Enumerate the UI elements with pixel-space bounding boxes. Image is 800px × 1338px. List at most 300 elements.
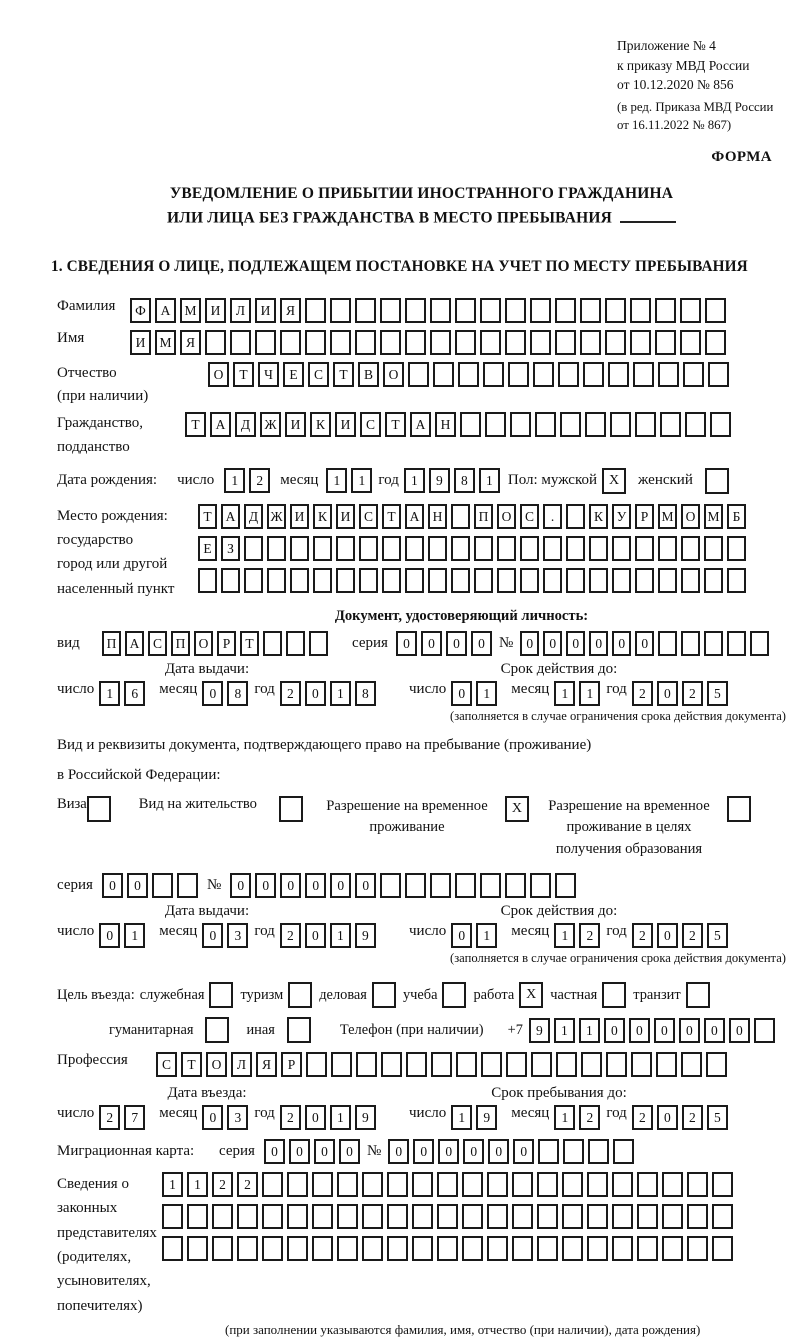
char-cell[interactable]: 0 (230, 873, 251, 898)
char-cell[interactable]: 0 (520, 631, 539, 656)
char-cell[interactable] (537, 1172, 558, 1197)
char-cell[interactable]: С (148, 631, 167, 656)
char-cell[interactable]: 2 (280, 681, 301, 706)
char-cell[interactable]: 1 (554, 923, 575, 948)
phone-input[interactable] (529, 1018, 775, 1043)
char-cell[interactable] (412, 1172, 433, 1197)
char-cell[interactable] (560, 412, 581, 437)
char-cell[interactable] (405, 873, 426, 898)
char-cell[interactable] (487, 1204, 508, 1229)
char-cell[interactable]: О (208, 362, 229, 387)
char-cell[interactable]: 0 (202, 681, 223, 706)
char-cell[interactable]: 0 (635, 631, 654, 656)
char-cell[interactable]: 0 (488, 1139, 509, 1164)
char-cell[interactable]: 0 (127, 873, 148, 898)
char-cell[interactable]: 0 (589, 631, 608, 656)
sex-male-checkbox[interactable]: X (602, 468, 626, 494)
char-cell[interactable] (656, 1052, 677, 1077)
char-cell[interactable]: Л (231, 1052, 252, 1077)
char-cell[interactable] (512, 1236, 533, 1261)
char-cell[interactable] (337, 1204, 358, 1229)
char-cell[interactable]: А (210, 412, 231, 437)
char-cell[interactable] (581, 1052, 602, 1077)
char-cell[interactable]: 0 (396, 631, 417, 656)
char-cell[interactable] (630, 330, 651, 355)
char-cell[interactable] (362, 1204, 383, 1229)
char-cell[interactable] (706, 1052, 727, 1077)
char-cell[interactable] (558, 362, 579, 387)
purpose-official-checkbox[interactable] (209, 982, 233, 1008)
char-cell[interactable] (605, 298, 626, 323)
char-cell[interactable]: 0 (604, 1018, 625, 1043)
char-cell[interactable] (660, 412, 681, 437)
char-cell[interactable] (505, 873, 526, 898)
purpose-transit-checkbox[interactable] (686, 982, 710, 1008)
char-cell[interactable]: 9 (429, 468, 450, 493)
char-cell[interactable]: 9 (476, 1105, 497, 1130)
char-cell[interactable]: С (520, 504, 539, 529)
char-cell[interactable] (635, 412, 656, 437)
char-cell[interactable]: Ч (258, 362, 279, 387)
char-cell[interactable]: 0 (566, 631, 585, 656)
char-cell[interactable]: Д (235, 412, 256, 437)
char-cell[interactable] (336, 568, 355, 593)
char-cell[interactable] (505, 298, 526, 323)
entry-year-input[interactable] (280, 1105, 376, 1130)
char-cell[interactable] (187, 1236, 208, 1261)
char-cell[interactable]: 1 (162, 1172, 183, 1197)
char-cell[interactable] (312, 1236, 333, 1261)
purpose-tourism-checkbox[interactable] (288, 982, 312, 1008)
doc-issue-day-input[interactable] (99, 681, 145, 706)
char-cell[interactable] (658, 568, 677, 593)
char-cell[interactable]: Е (198, 536, 217, 561)
char-cell[interactable] (380, 330, 401, 355)
char-cell[interactable] (587, 1204, 608, 1229)
char-cell[interactable]: 0 (471, 631, 492, 656)
char-cell[interactable]: 0 (339, 1139, 360, 1164)
char-cell[interactable]: 1 (476, 923, 497, 948)
char-cell[interactable]: 0 (446, 631, 467, 656)
char-cell[interactable]: И (205, 298, 226, 323)
char-cell[interactable]: 8 (355, 681, 376, 706)
char-cell[interactable]: 1 (479, 468, 500, 493)
char-cell[interactable] (462, 1204, 483, 1229)
char-cell[interactable]: П (102, 631, 121, 656)
char-cell[interactable] (705, 330, 726, 355)
entry-day-input[interactable] (99, 1105, 145, 1130)
birth-place-line1-input[interactable] (198, 504, 746, 529)
birth-day-input[interactable] (224, 468, 270, 493)
char-cell[interactable]: 1 (351, 468, 372, 493)
char-cell[interactable]: Т (198, 504, 217, 529)
char-cell[interactable] (462, 1236, 483, 1261)
stay-day-input[interactable] (451, 1105, 497, 1130)
char-cell[interactable]: И (290, 504, 309, 529)
char-cell[interactable] (483, 362, 504, 387)
stay-month-input[interactable] (554, 1105, 600, 1130)
char-cell[interactable] (433, 362, 454, 387)
purpose-other-checkbox[interactable] (287, 1017, 311, 1043)
char-cell[interactable] (687, 1204, 708, 1229)
stay-year-input[interactable] (632, 1105, 728, 1130)
char-cell[interactable] (355, 298, 376, 323)
char-cell[interactable] (437, 1236, 458, 1261)
char-cell[interactable] (387, 1236, 408, 1261)
char-cell[interactable] (704, 536, 723, 561)
char-cell[interactable] (587, 1236, 608, 1261)
char-cell[interactable]: Т (240, 631, 259, 656)
char-cell[interactable] (612, 1204, 633, 1229)
char-cell[interactable] (658, 631, 677, 656)
char-cell[interactable]: 0 (612, 631, 631, 656)
char-cell[interactable]: 2 (249, 468, 270, 493)
char-cell[interactable]: 0 (255, 873, 276, 898)
char-cell[interactable] (263, 631, 282, 656)
char-cell[interactable] (237, 1236, 258, 1261)
char-cell[interactable] (681, 631, 700, 656)
char-cell[interactable] (520, 536, 539, 561)
char-cell[interactable]: 5 (707, 923, 728, 948)
char-cell[interactable] (267, 568, 286, 593)
citizenship-input[interactable] (185, 412, 731, 437)
char-cell[interactable]: Т (181, 1052, 202, 1077)
char-cell[interactable]: С (359, 504, 378, 529)
doc-expiry-year-input[interactable] (632, 681, 728, 706)
char-cell[interactable]: 0 (102, 873, 123, 898)
doc-kind-input[interactable] (102, 631, 328, 656)
char-cell[interactable] (244, 568, 263, 593)
char-cell[interactable] (662, 1172, 683, 1197)
char-cell[interactable] (481, 1052, 502, 1077)
char-cell[interactable] (530, 873, 551, 898)
char-cell[interactable]: 1 (554, 1105, 575, 1130)
char-cell[interactable]: О (206, 1052, 227, 1077)
char-cell[interactable] (613, 1139, 634, 1164)
purpose-business-checkbox[interactable] (372, 982, 396, 1008)
char-cell[interactable] (580, 330, 601, 355)
residence-expiry-year-input[interactable] (632, 923, 728, 948)
char-cell[interactable] (608, 362, 629, 387)
char-cell[interactable] (662, 1204, 683, 1229)
char-cell[interactable]: 0 (305, 1105, 326, 1130)
char-cell[interactable]: Н (435, 412, 456, 437)
char-cell[interactable] (583, 362, 604, 387)
char-cell[interactable] (455, 873, 476, 898)
purpose-private-checkbox[interactable] (602, 982, 626, 1008)
char-cell[interactable] (487, 1172, 508, 1197)
char-cell[interactable]: 9 (355, 923, 376, 948)
char-cell[interactable]: М (155, 330, 176, 355)
char-cell[interactable]: О (194, 631, 213, 656)
birth-year-input[interactable] (404, 468, 500, 493)
char-cell[interactable]: С (156, 1052, 177, 1077)
char-cell[interactable] (480, 330, 501, 355)
char-cell[interactable] (683, 362, 704, 387)
char-cell[interactable]: 0 (202, 923, 223, 948)
char-cell[interactable] (286, 631, 305, 656)
char-cell[interactable]: О (681, 504, 700, 529)
char-cell[interactable] (313, 568, 332, 593)
char-cell[interactable] (309, 631, 328, 656)
char-cell[interactable] (687, 1236, 708, 1261)
char-cell[interactable] (635, 568, 654, 593)
char-cell[interactable] (562, 1204, 583, 1229)
char-cell[interactable] (212, 1204, 233, 1229)
char-cell[interactable]: 0 (264, 1139, 285, 1164)
char-cell[interactable]: 0 (355, 873, 376, 898)
char-cell[interactable] (312, 1204, 333, 1229)
char-cell[interactable] (497, 536, 516, 561)
residence-issue-month-input[interactable] (202, 923, 248, 948)
char-cell[interactable]: И (335, 412, 356, 437)
char-cell[interactable]: М (180, 298, 201, 323)
char-cell[interactable]: 2 (632, 1105, 653, 1130)
char-cell[interactable] (330, 298, 351, 323)
char-cell[interactable]: 2 (237, 1172, 258, 1197)
char-cell[interactable]: А (155, 298, 176, 323)
char-cell[interactable]: 1 (451, 1105, 472, 1130)
char-cell[interactable] (331, 1052, 352, 1077)
patronymic-input[interactable] (208, 362, 729, 387)
char-cell[interactable] (255, 330, 276, 355)
char-cell[interactable] (412, 1236, 433, 1261)
char-cell[interactable] (380, 873, 401, 898)
char-cell[interactable] (585, 412, 606, 437)
char-cell[interactable]: 0 (451, 681, 472, 706)
residence-series-input[interactable] (102, 873, 198, 898)
char-cell[interactable] (487, 1236, 508, 1261)
char-cell[interactable] (708, 362, 729, 387)
char-cell[interactable]: 8 (454, 468, 475, 493)
char-cell[interactable]: 2 (579, 1105, 600, 1130)
migration-series-input[interactable] (264, 1139, 360, 1164)
char-cell[interactable] (631, 1052, 652, 1077)
residence-issue-day-input[interactable] (99, 923, 145, 948)
char-cell[interactable] (380, 298, 401, 323)
char-cell[interactable]: 0 (280, 873, 301, 898)
char-cell[interactable] (543, 536, 562, 561)
char-cell[interactable] (480, 298, 501, 323)
char-cell[interactable] (543, 568, 562, 593)
char-cell[interactable] (520, 568, 539, 593)
char-cell[interactable]: 2 (280, 1105, 301, 1130)
char-cell[interactable] (287, 1204, 308, 1229)
char-cell[interactable] (430, 873, 451, 898)
char-cell[interactable]: К (589, 504, 608, 529)
char-cell[interactable]: Р (281, 1052, 302, 1077)
char-cell[interactable]: 1 (404, 468, 425, 493)
char-cell[interactable]: Н (428, 504, 447, 529)
firstname-input[interactable] (130, 330, 726, 355)
char-cell[interactable]: 0 (657, 681, 678, 706)
char-cell[interactable]: 0 (289, 1139, 310, 1164)
char-cell[interactable]: 0 (657, 923, 678, 948)
char-cell[interactable]: 0 (629, 1018, 650, 1043)
char-cell[interactable] (497, 568, 516, 593)
char-cell[interactable]: 1 (187, 1172, 208, 1197)
char-cell[interactable] (162, 1204, 183, 1229)
char-cell[interactable] (655, 298, 676, 323)
char-cell[interactable]: 1 (554, 1018, 575, 1043)
char-cell[interactable] (680, 298, 701, 323)
char-cell[interactable] (405, 330, 426, 355)
char-cell[interactable]: Д (244, 504, 263, 529)
char-cell[interactable] (562, 1236, 583, 1261)
doc-issue-month-input[interactable] (202, 681, 248, 706)
char-cell[interactable] (237, 1204, 258, 1229)
char-cell[interactable] (566, 504, 585, 529)
char-cell[interactable] (580, 298, 601, 323)
char-cell[interactable]: Я (180, 330, 201, 355)
char-cell[interactable] (455, 298, 476, 323)
char-cell[interactable] (406, 1052, 427, 1077)
char-cell[interactable]: И (336, 504, 355, 529)
char-cell[interactable]: И (285, 412, 306, 437)
char-cell[interactable] (704, 631, 723, 656)
char-cell[interactable] (637, 1236, 658, 1261)
char-cell[interactable]: 0 (99, 923, 120, 948)
char-cell[interactable]: И (130, 330, 151, 355)
char-cell[interactable] (537, 1204, 558, 1229)
residence-expiry-month-input[interactable] (554, 923, 600, 948)
char-cell[interactable]: 0 (305, 923, 326, 948)
char-cell[interactable]: 7 (124, 1105, 145, 1130)
char-cell[interactable] (510, 412, 531, 437)
char-cell[interactable] (680, 330, 701, 355)
char-cell[interactable] (655, 330, 676, 355)
char-cell[interactable]: 0 (451, 923, 472, 948)
char-cell[interactable] (754, 1018, 775, 1043)
char-cell[interactable]: 1 (330, 923, 351, 948)
char-cell[interactable] (405, 298, 426, 323)
char-cell[interactable] (221, 568, 240, 593)
char-cell[interactable] (305, 298, 326, 323)
legal-reps-line2-input[interactable] (162, 1204, 733, 1229)
birth-place-line2-input[interactable] (198, 536, 746, 561)
char-cell[interactable] (605, 330, 626, 355)
char-cell[interactable] (356, 1052, 377, 1077)
char-cell[interactable] (566, 568, 585, 593)
char-cell[interactable] (588, 1139, 609, 1164)
char-cell[interactable] (681, 536, 700, 561)
char-cell[interactable] (313, 536, 332, 561)
char-cell[interactable]: Я (256, 1052, 277, 1077)
residence-expiry-day-input[interactable] (451, 923, 497, 948)
char-cell[interactable]: Р (217, 631, 236, 656)
char-cell[interactable] (727, 536, 746, 561)
char-cell[interactable]: Т (233, 362, 254, 387)
char-cell[interactable] (437, 1204, 458, 1229)
char-cell[interactable] (685, 412, 706, 437)
char-cell[interactable]: Т (385, 412, 406, 437)
char-cell[interactable]: 2 (632, 681, 653, 706)
char-cell[interactable] (687, 1172, 708, 1197)
char-cell[interactable]: 1 (554, 681, 575, 706)
char-cell[interactable] (451, 504, 470, 529)
char-cell[interactable] (505, 330, 526, 355)
char-cell[interactable]: 2 (579, 923, 600, 948)
char-cell[interactable]: 8 (227, 681, 248, 706)
char-cell[interactable] (428, 536, 447, 561)
char-cell[interactable]: Ф (130, 298, 151, 323)
char-cell[interactable]: А (125, 631, 144, 656)
char-cell[interactable] (359, 536, 378, 561)
doc-series-input[interactable] (396, 631, 492, 656)
char-cell[interactable] (290, 536, 309, 561)
char-cell[interactable] (474, 568, 493, 593)
char-cell[interactable] (230, 330, 251, 355)
char-cell[interactable] (530, 330, 551, 355)
char-cell[interactable] (205, 330, 226, 355)
char-cell[interactable]: Т (333, 362, 354, 387)
char-cell[interactable]: . (543, 504, 562, 529)
char-cell[interactable]: О (497, 504, 516, 529)
char-cell[interactable] (563, 1139, 584, 1164)
char-cell[interactable] (305, 330, 326, 355)
visa-checkbox[interactable] (87, 796, 111, 822)
char-cell[interactable] (187, 1204, 208, 1229)
char-cell[interactable]: А (221, 504, 240, 529)
char-cell[interactable]: 0 (202, 1105, 223, 1130)
char-cell[interactable] (280, 330, 301, 355)
char-cell[interactable] (212, 1236, 233, 1261)
char-cell[interactable] (658, 536, 677, 561)
char-cell[interactable]: 1 (330, 681, 351, 706)
char-cell[interactable]: 2 (212, 1172, 233, 1197)
char-cell[interactable] (710, 412, 731, 437)
char-cell[interactable] (530, 298, 551, 323)
char-cell[interactable] (362, 1172, 383, 1197)
char-cell[interactable]: 9 (355, 1105, 376, 1130)
entry-month-input[interactable] (202, 1105, 248, 1130)
char-cell[interactable] (633, 362, 654, 387)
doc-expiry-month-input[interactable] (554, 681, 600, 706)
char-cell[interactable]: А (410, 412, 431, 437)
char-cell[interactable] (538, 1139, 559, 1164)
char-cell[interactable]: 2 (632, 923, 653, 948)
char-cell[interactable] (612, 1172, 633, 1197)
char-cell[interactable]: 1 (326, 468, 347, 493)
char-cell[interactable] (681, 1052, 702, 1077)
char-cell[interactable]: 0 (438, 1139, 459, 1164)
char-cell[interactable]: Т (382, 504, 401, 529)
char-cell[interactable] (637, 1172, 658, 1197)
char-cell[interactable]: 6 (124, 681, 145, 706)
purpose-humanitarian-checkbox[interactable] (205, 1017, 229, 1043)
char-cell[interactable]: 0 (654, 1018, 675, 1043)
char-cell[interactable] (506, 1052, 527, 1077)
char-cell[interactable] (152, 873, 173, 898)
birth-month-input[interactable] (326, 468, 372, 493)
char-cell[interactable]: 3 (227, 1105, 248, 1130)
char-cell[interactable] (533, 362, 554, 387)
char-cell[interactable] (162, 1236, 183, 1261)
char-cell[interactable]: 1 (476, 681, 497, 706)
char-cell[interactable] (712, 1172, 733, 1197)
char-cell[interactable] (451, 568, 470, 593)
char-cell[interactable]: 0 (543, 631, 562, 656)
char-cell[interactable]: 2 (280, 923, 301, 948)
char-cell[interactable]: Ж (267, 504, 286, 529)
char-cell[interactable] (750, 631, 769, 656)
char-cell[interactable]: Т (185, 412, 206, 437)
char-cell[interactable]: 1 (330, 1105, 351, 1130)
char-cell[interactable] (405, 568, 424, 593)
char-cell[interactable] (612, 568, 631, 593)
char-cell[interactable]: 0 (463, 1139, 484, 1164)
char-cell[interactable] (405, 536, 424, 561)
